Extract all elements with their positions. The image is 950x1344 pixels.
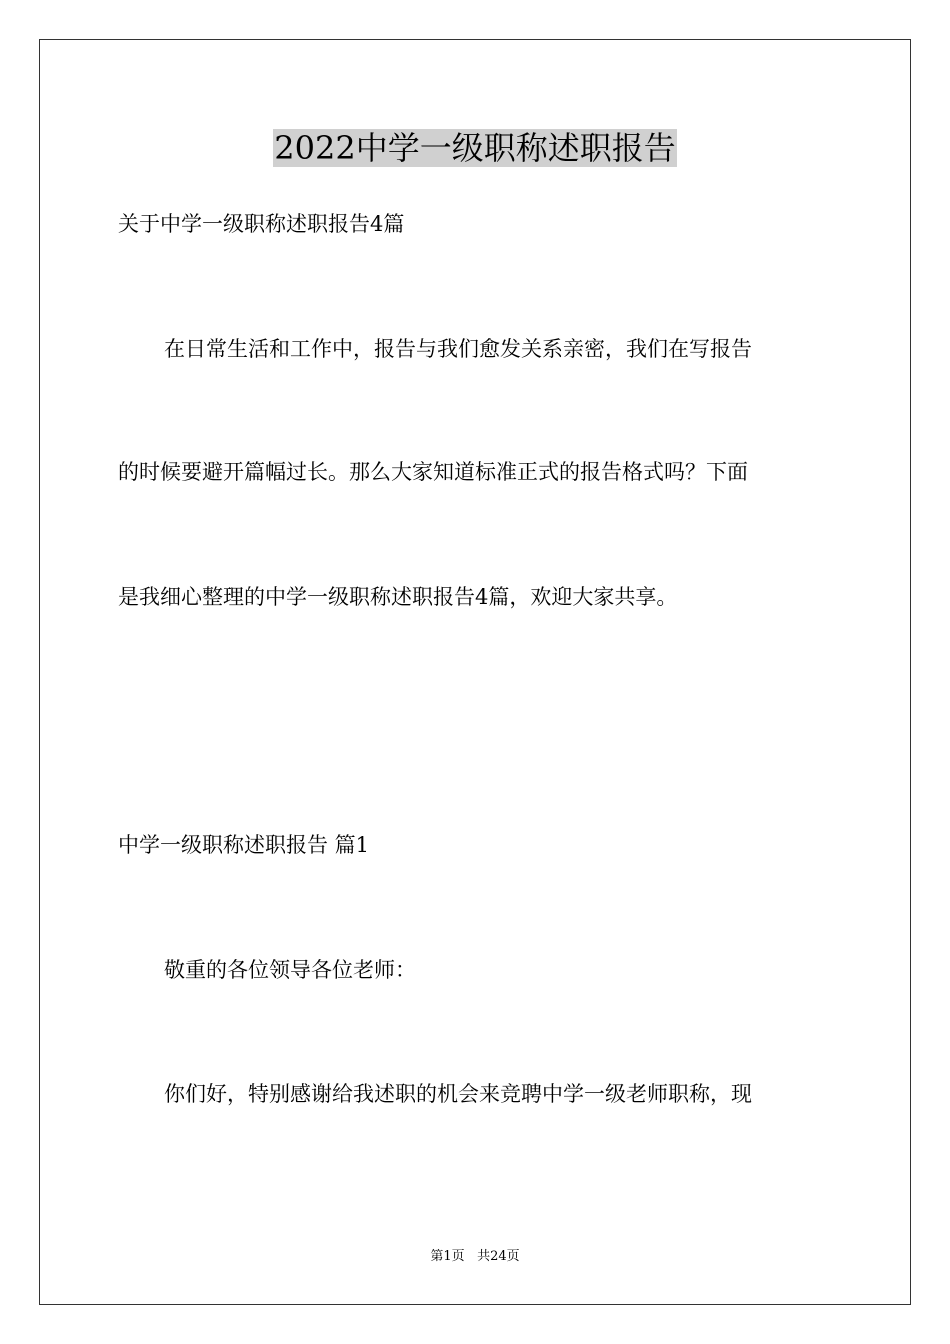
intro-line-2: 的时候要避开篇幅过长。那么大家知道标准正式的报告格式吗？下面 (118, 460, 748, 484)
paragraph-line: 你们好，特别感谢给我述职的机会来竞聘中学一级老师职称，现 (164, 1082, 752, 1106)
greeting-line: 敬重的各位领导各位老师： (164, 958, 416, 982)
intro-line-1: 在日常生活和工作中，报告与我们愈发关系亲密，我们在写报告 (164, 337, 752, 361)
page-footer (0, 1248, 950, 1266)
page-number: 第1页 (430, 1249, 465, 1264)
section-heading: 中学一级职称述职报告 篇1 (118, 833, 370, 857)
document-title-text: 2022中学一级职称述职报告 (274, 129, 676, 167)
intro-line-3: 是我细心整理的中学一级职称述职报告4篇，欢迎大家共享。 (118, 585, 678, 609)
page-total: 共24页 (477, 1249, 520, 1264)
document-subtitle: 关于中学一级职称述职报告4篇 (118, 212, 405, 236)
document-title (0, 126, 950, 170)
